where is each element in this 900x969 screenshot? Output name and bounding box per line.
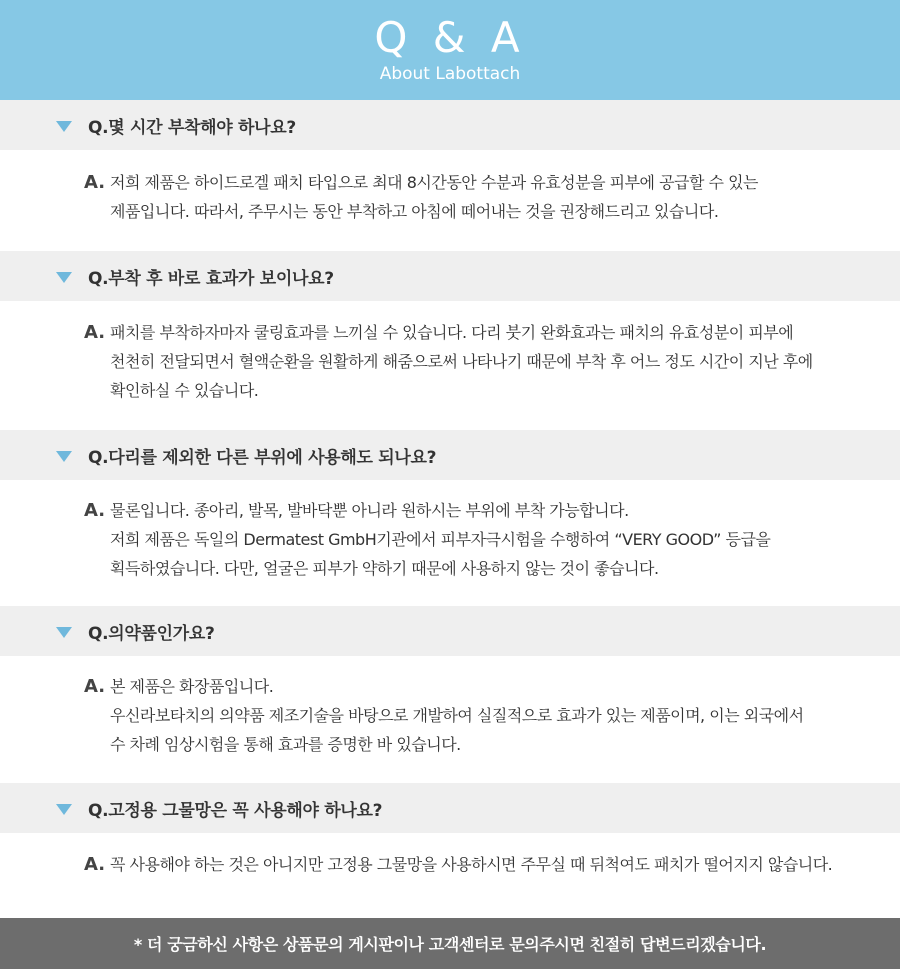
page-header [0, 0, 900, 100]
answer-mark: A. [84, 322, 106, 343]
answer-line: 확인하실 수 있습니다. [110, 381, 259, 400]
triangle-down-icon [56, 451, 72, 462]
faq-item [0, 783, 900, 879]
footer-notice [0, 918, 900, 969]
faq-question: Q.의약품인가요? [88, 623, 215, 644]
answer-mark: A. [84, 676, 106, 697]
faq-question-row[interactable] [0, 251, 900, 301]
answer-line: 저희 제품은 독일의 Dermatest GmbH기관에서 피부자극시험을 수행하여 “VERY GOOD” 등급을 [110, 530, 771, 549]
triangle-down-icon [56, 272, 72, 283]
answer-line: 획득하였습니다. 다만, 얼굴은 피부가 약하기 때문에 사용하지 않는 것이 좋습니다. [110, 559, 659, 578]
answer-mark: A. [84, 172, 106, 193]
answer-line: 천천히 전달되면서 혈액순환을 원활하게 해줌으로써 나타나기 때문에 부착 후 어느 정도 시간이 지난 후에 [110, 352, 813, 371]
answer-line: 수 차례 임상시험을 통해 효과를 증명한 바 있습니다. [110, 735, 461, 754]
faq-question: Q.부착 후 바로 효과가 보이나요? [88, 268, 334, 289]
faq-question-row[interactable] [0, 430, 900, 480]
faq-answer [0, 150, 900, 226]
answer-line: 저희 제품은 하이드로겔 패치 타입으로 최대 8시간동안 수분과 유효성분을 피부에 공급할 수 있는 [110, 173, 758, 192]
answer-mark: A. [84, 500, 106, 521]
answer-mark: A. [84, 854, 106, 875]
triangle-down-icon [56, 121, 72, 132]
answer-line: 제품입니다. 따라서, 주무시는 동안 부착하고 아침에 떼어내는 것을 권장해드리고 있습니다. [110, 202, 719, 221]
answer-line: 꼭 사용해야 하는 것은 아니지만 고정용 그물망을 사용하시면 주무실 때 뒤척여도 패치가 떨어지지 않습니다. [110, 855, 833, 874]
faq-answer [0, 480, 900, 583]
faq-item [0, 251, 900, 405]
triangle-down-icon [56, 804, 72, 815]
faq-item [0, 100, 900, 226]
answer-line: 본 제품은 화장품입니다. [110, 677, 274, 696]
faq-item [0, 606, 900, 759]
page-subtitle: About Labottach [379, 64, 521, 84]
page-title: Q & A [374, 13, 526, 62]
answer-line: 우신라보타치의 의약품 제조기술을 바탕으로 개발하여 실질적으로 효과가 있는 제품이며, 이는 외국에서 [110, 706, 804, 725]
faq-answer [0, 656, 900, 759]
faq-question-row[interactable] [0, 606, 900, 656]
faq-answer [0, 833, 900, 879]
faq-answer [0, 301, 900, 405]
answer-line: 물론입니다. 종아리, 발목, 발바닥뿐 아니라 원하시는 부위에 부착 가능합니다. [110, 501, 629, 520]
faq-question: Q.고정용 그물망은 꼭 사용해야 하나요? [88, 800, 383, 821]
triangle-down-icon [56, 627, 72, 638]
faq-item [0, 430, 900, 583]
faq-question: Q.몇 시간 부착해야 하나요? [88, 117, 296, 138]
faq-question-row[interactable] [0, 100, 900, 150]
answer-line: 패치를 부착하자마자 쿨링효과를 느끼실 수 있습니다. 다리 붓기 완화효과는 패치의 유효성분이 피부에 [110, 323, 794, 342]
faq-question: Q.다리를 제외한 다른 부위에 사용해도 되나요? [88, 447, 437, 468]
footer-text: * 더 궁금하신 사항은 상품문의 게시판이나 고객센터로 문의주시면 친절히 답변드리겠습니다. [133, 935, 767, 954]
faq-question-row[interactable] [0, 783, 900, 833]
